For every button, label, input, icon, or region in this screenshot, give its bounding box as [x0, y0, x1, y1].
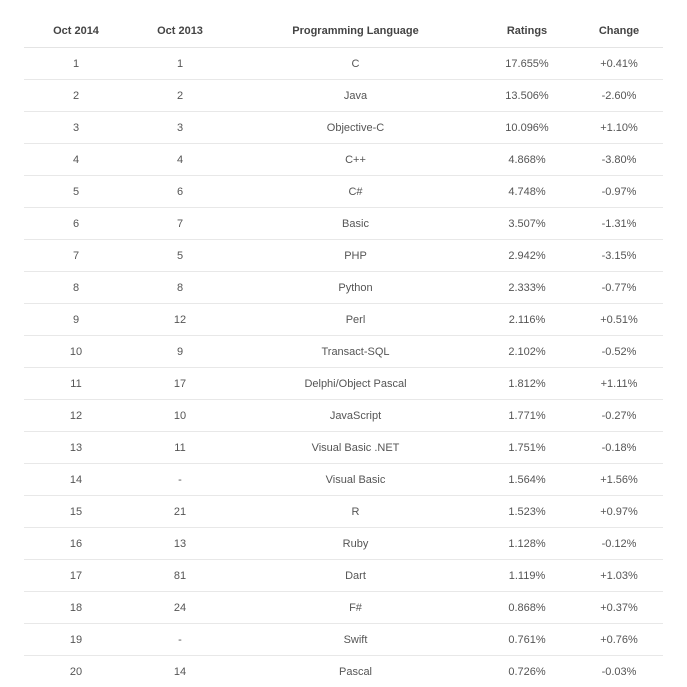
- header-programming-language: Programming Language: [232, 14, 479, 48]
- cell-programming-language: R: [232, 496, 479, 528]
- cell-ratings: 1.771%: [479, 400, 575, 432]
- table-header: [24, 14, 663, 48]
- cell-oct-2013: 12: [128, 304, 232, 336]
- cell-oct-2014: 18: [24, 592, 128, 624]
- cell-oct-2013: -: [128, 464, 232, 496]
- cell-ratings: 4.748%: [479, 176, 575, 208]
- cell-ratings: 4.868%: [479, 144, 575, 176]
- cell-oct-2013: 2: [128, 80, 232, 112]
- cell-programming-language: Basic: [232, 208, 479, 240]
- cell-ratings: 1.119%: [479, 560, 575, 592]
- cell-programming-language: C#: [232, 176, 479, 208]
- cell-ratings: 2.116%: [479, 304, 575, 336]
- cell-oct-2013: 3: [128, 112, 232, 144]
- cell-change: +0.97%: [575, 496, 663, 528]
- cell-programming-language: JavaScript: [232, 400, 479, 432]
- cell-oct-2013: 11: [128, 432, 232, 464]
- cell-ratings: 0.868%: [479, 592, 575, 624]
- cell-oct-2013: 4: [128, 144, 232, 176]
- cell-oct-2013: 5: [128, 240, 232, 272]
- cell-programming-language: C++: [232, 144, 479, 176]
- cell-oct-2014: 12: [24, 400, 128, 432]
- cell-ratings: 1.751%: [479, 432, 575, 464]
- table-body: [24, 48, 663, 687]
- table-row: [24, 464, 663, 496]
- cell-ratings: 2.942%: [479, 240, 575, 272]
- cell-programming-language: Python: [232, 272, 479, 304]
- table-row: [24, 304, 663, 336]
- cell-oct-2014: 6: [24, 208, 128, 240]
- cell-programming-language: F#: [232, 592, 479, 624]
- cell-oct-2014: 11: [24, 368, 128, 400]
- table-row: [24, 144, 663, 176]
- cell-change: +1.56%: [575, 464, 663, 496]
- table-row: [24, 368, 663, 400]
- cell-ratings: 1.523%: [479, 496, 575, 528]
- cell-programming-language: PHP: [232, 240, 479, 272]
- cell-oct-2014: 4: [24, 144, 128, 176]
- table-row: [24, 400, 663, 432]
- cell-oct-2013: 24: [128, 592, 232, 624]
- cell-change: +1.10%: [575, 112, 663, 144]
- header-ratings: Ratings: [479, 14, 575, 48]
- cell-programming-language: Objective-C: [232, 112, 479, 144]
- cell-programming-language: Perl: [232, 304, 479, 336]
- header-oct-2014: Oct 2014: [24, 14, 128, 48]
- header-row: [24, 14, 663, 48]
- cell-ratings: 2.102%: [479, 336, 575, 368]
- cell-change: -0.97%: [575, 176, 663, 208]
- cell-programming-language: Visual Basic: [232, 464, 479, 496]
- cell-ratings: 1.128%: [479, 528, 575, 560]
- cell-oct-2014: 9: [24, 304, 128, 336]
- cell-change: -0.03%: [575, 656, 663, 687]
- cell-oct-2014: 17: [24, 560, 128, 592]
- cell-oct-2014: 2: [24, 80, 128, 112]
- cell-oct-2014: 7: [24, 240, 128, 272]
- cell-ratings: 0.761%: [479, 624, 575, 656]
- cell-change: +0.41%: [575, 48, 663, 80]
- table-row: [24, 240, 663, 272]
- cell-change: -0.77%: [575, 272, 663, 304]
- cell-programming-language: Dart: [232, 560, 479, 592]
- cell-change: -0.12%: [575, 528, 663, 560]
- cell-change: -0.27%: [575, 400, 663, 432]
- table-row: [24, 208, 663, 240]
- cell-ratings: 0.726%: [479, 656, 575, 687]
- table-row: [24, 432, 663, 464]
- cell-oct-2014: 5: [24, 176, 128, 208]
- cell-change: -0.52%: [575, 336, 663, 368]
- cell-programming-language: Swift: [232, 624, 479, 656]
- table-row: [24, 560, 663, 592]
- table-row: [24, 496, 663, 528]
- cell-oct-2013: 13: [128, 528, 232, 560]
- table-row: [24, 80, 663, 112]
- cell-oct-2013: -: [128, 624, 232, 656]
- cell-change: -3.15%: [575, 240, 663, 272]
- cell-oct-2013: 9: [128, 336, 232, 368]
- header-change: Change: [575, 14, 663, 48]
- cell-change: +0.37%: [575, 592, 663, 624]
- cell-programming-language: Transact-SQL: [232, 336, 479, 368]
- table-row: [24, 112, 663, 144]
- table-row: [24, 624, 663, 656]
- cell-ratings: 13.506%: [479, 80, 575, 112]
- cell-oct-2013: 10: [128, 400, 232, 432]
- cell-programming-language: Delphi/Object Pascal: [232, 368, 479, 400]
- cell-oct-2013: 7: [128, 208, 232, 240]
- cell-oct-2013: 21: [128, 496, 232, 528]
- cell-oct-2013: 8: [128, 272, 232, 304]
- cell-oct-2013: 17: [128, 368, 232, 400]
- table-row: [24, 656, 663, 687]
- cell-change: -0.18%: [575, 432, 663, 464]
- cell-oct-2014: 8: [24, 272, 128, 304]
- cell-oct-2014: 19: [24, 624, 128, 656]
- cell-ratings: 17.655%: [479, 48, 575, 80]
- cell-oct-2014: 16: [24, 528, 128, 560]
- cell-oct-2013: 81: [128, 560, 232, 592]
- cell-ratings: 1.812%: [479, 368, 575, 400]
- cell-programming-language: Java: [232, 80, 479, 112]
- cell-ratings: 10.096%: [479, 112, 575, 144]
- cell-oct-2013: 14: [128, 656, 232, 687]
- cell-programming-language: C: [232, 48, 479, 80]
- cell-programming-language: Visual Basic .NET: [232, 432, 479, 464]
- cell-oct-2014: 10: [24, 336, 128, 368]
- cell-oct-2014: 15: [24, 496, 128, 528]
- cell-change: +0.76%: [575, 624, 663, 656]
- cell-oct-2013: 6: [128, 176, 232, 208]
- cell-oct-2014: 13: [24, 432, 128, 464]
- table-row: [24, 176, 663, 208]
- cell-change: -2.60%: [575, 80, 663, 112]
- cell-oct-2014: 3: [24, 112, 128, 144]
- cell-ratings: 3.507%: [479, 208, 575, 240]
- language-ranking-table: [24, 14, 663, 687]
- cell-change: +1.11%: [575, 368, 663, 400]
- table-row: [24, 528, 663, 560]
- cell-oct-2014: 1: [24, 48, 128, 80]
- cell-oct-2013: 1: [128, 48, 232, 80]
- cell-programming-language: Pascal: [232, 656, 479, 687]
- cell-oct-2014: 20: [24, 656, 128, 687]
- cell-change: +0.51%: [575, 304, 663, 336]
- cell-change: -1.31%: [575, 208, 663, 240]
- cell-change: +1.03%: [575, 560, 663, 592]
- cell-change: -3.80%: [575, 144, 663, 176]
- table-row: [24, 272, 663, 304]
- cell-ratings: 2.333%: [479, 272, 575, 304]
- cell-oct-2014: 14: [24, 464, 128, 496]
- header-oct-2013: Oct 2013: [128, 14, 232, 48]
- table-row: [24, 592, 663, 624]
- cell-programming-language: Ruby: [232, 528, 479, 560]
- table-row: [24, 336, 663, 368]
- table-row: [24, 48, 663, 80]
- cell-ratings: 1.564%: [479, 464, 575, 496]
